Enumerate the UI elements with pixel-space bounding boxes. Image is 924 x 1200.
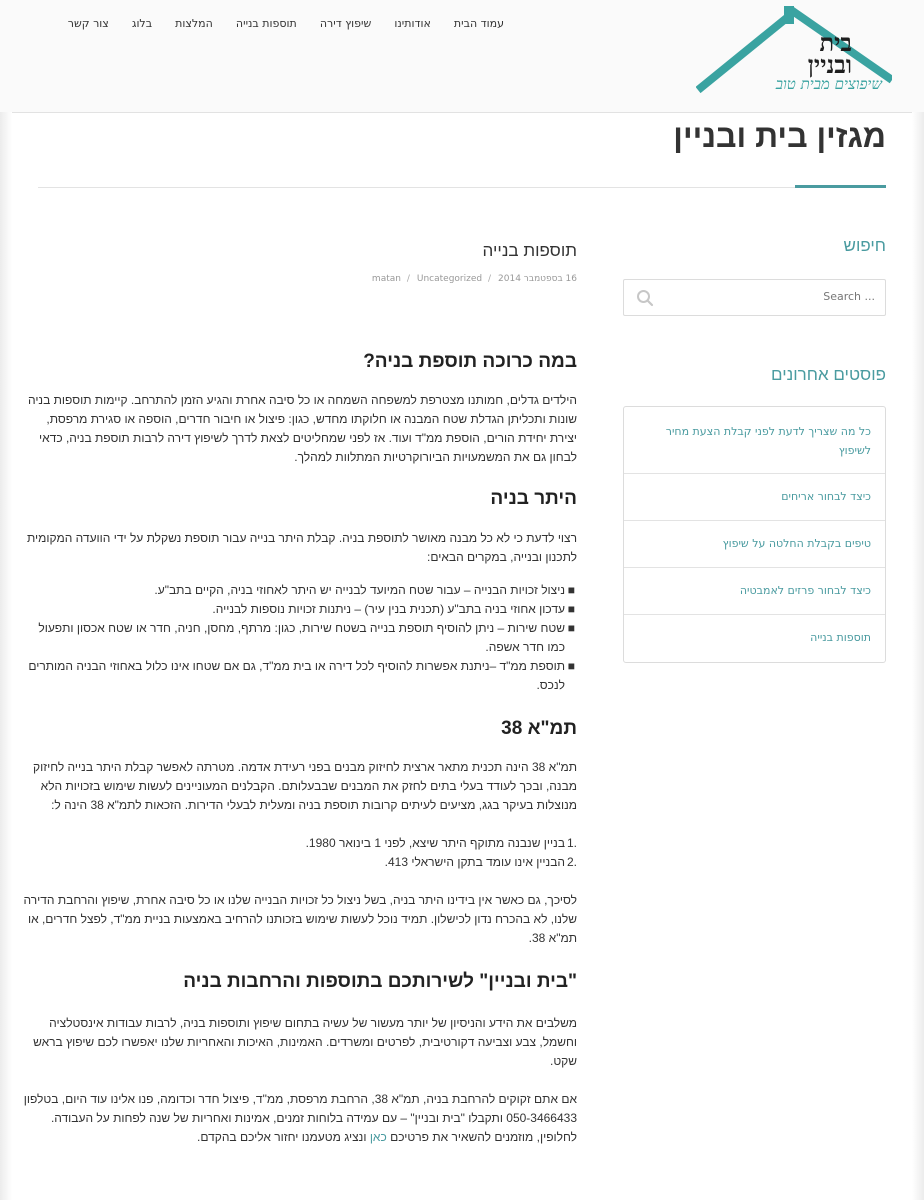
post-date[interactable]: 16 בספטמבר 2014 <box>498 274 577 284</box>
list-item: .2 הבניין אינו עומד בתקן הישראלי 413. <box>384 855 577 869</box>
section-heading-tama38: תמ"א 38 <box>501 718 577 739</box>
nav-about[interactable]: אודותינו <box>394 17 431 30</box>
search-placeholder: Search ... <box>823 290 875 303</box>
list-item <box>624 521 885 568</box>
contact-here-link[interactable]: כאן <box>369 1130 387 1144</box>
section-paragraph-contact: אם אתם זקוקים להרחבת בניה, תמ"א 38, הרחבת מרפסת, ממ"ד, פיצול חדר וכדומה, פנו אלינו עוד היום, בטלפון 050-3466433 ותקבלו "בית ובניין" – עם עמידה בלוחות זמנים, אמינות ואחריות של שנה לפחות על העבודה. לחלופין, מוזמנים להשאיר את פרטיכם כאן ונציג מטעמנו יחזור אליכם בהקדם. <box>23 1092 577 1144</box>
search-input[interactable] <box>623 279 886 316</box>
section-heading-additions: במה כרוכה תוספת בניה? <box>363 351 577 372</box>
site-logo[interactable] <box>696 4 892 96</box>
post-category[interactable]: Uncategorized <box>416 274 483 284</box>
section-summary-tama38: לסיכך, גם כאשר אין בידינו היתר בניה, בשל ניצול כל זכויות הבנייה שלנו או כל סיבה אחרת, שיפוץ והרחבת הדירה שלנו, לא בהכרח נדון לכישלון. תמיד נוכל לעשות שימוש בזכותנו להרחיב באמצעות בניית ממ"ד, לפצל חדרים, או תמ"א 38. <box>23 893 577 945</box>
post-title[interactable]: תוספות בנייה <box>482 241 577 260</box>
nav-contact[interactable]: צור קשר <box>67 17 109 30</box>
recent-post-link[interactable]: כיצד לבחור אריחים <box>781 490 871 503</box>
list-item <box>624 474 885 521</box>
nav-apartment-renovation[interactable]: שיפוץ דירה <box>319 17 372 30</box>
logo-tagline: שיפוצים מבית טוב <box>775 75 882 93</box>
page-shadow-left <box>0 112 12 1200</box>
list-item: .1 בניין שנבנה מתוקף היתר שיצא, לפני 1 בינואר 1980. <box>305 836 577 850</box>
search-widget-heading: חיפוש <box>843 236 886 255</box>
list-item: ■ ניצול זכויות הבנייה – עבור שטח המיועד לבנייה יש היתר לאחוזי בניה, הקיים בתב"ע. <box>154 583 575 597</box>
recent-posts-list <box>623 406 886 663</box>
section-heading-services: "בית ובניין" לשירותכם בתוספות והרחבות בניה <box>183 971 577 992</box>
post-article <box>20 232 577 1147</box>
search-icon <box>636 289 654 307</box>
recent-post-link[interactable]: כל מה שצריך לדעת לפני קבלת הצעת מחיר לשיפוץ <box>665 425 871 457</box>
title-divider <box>38 187 886 188</box>
site-header <box>0 0 924 113</box>
section-paragraph-permit: רצוי לדעת כי לא כל מבנה מאושר לתוספת בניה. קבלת היתר בנייה עבור תוספת נשקלת על ידי הוועדה המקומית לתכנון ובנייה, במקרים הבאים: <box>27 531 577 564</box>
tama38-eligibility-list <box>20 834 577 872</box>
page-title: מגזין בית ובניין <box>673 118 886 154</box>
page-shadow-right <box>912 112 924 1200</box>
permit-cases-list <box>20 581 577 695</box>
title-divider-accent <box>795 185 886 188</box>
list-item <box>624 615 885 661</box>
recent-post-link[interactable]: תוספות בנייה <box>810 631 871 644</box>
recent-post-link[interactable]: טיפים בקבלת החלטה על שיפוץ <box>722 537 871 550</box>
list-item <box>624 407 885 474</box>
section-paragraph-services: משלבים את הידע והניסיון של יותר מעשור של עשיה בתחום שיפוץ ותוספות בניה, לרבות עבודות אינסטלציה וחשמל, צבע וצביעה דקורטיבית, לפרטים ומשרדים. האמינות, האיכות והאחריות שלנו יאפשרו לכם שיפוץ בראש שקט. <box>33 1016 577 1068</box>
nav-blog[interactable]: בלוג <box>131 17 153 30</box>
list-item <box>624 568 885 615</box>
recent-posts-heading: פוסטים אחרונים <box>771 365 886 384</box>
nav-home[interactable]: עמוד הבית <box>453 17 504 30</box>
post-meta: 16 בספטמבר 2014/ Uncategorized/ matan <box>371 274 577 284</box>
logo-line2: ובניין <box>807 50 852 79</box>
nav-building-additions[interactable]: תוספות בנייה <box>235 17 297 30</box>
list-item: ■ עדכון אחוזי בניה בתב"ע (תכנית בנין עיר) – ניתנות זכויות נוספות לבנייה. <box>212 602 575 616</box>
main-nav <box>50 12 504 32</box>
recent-post-link[interactable]: כיצד לבחור פרזים לאמבטיה <box>739 584 871 597</box>
list-item: ■ שטח שירות – ניתן להוסיף תוספת בנייה בשטח שירות, כגון: מרתף, מחסן, חניה, חדר או שטח אכסון ותפעול כמו חדר אשפה. <box>38 621 575 654</box>
nav-recommendations[interactable]: המלצות <box>175 17 213 30</box>
section-heading-permit: היתר בניה <box>490 488 577 509</box>
section-paragraph-additions: הילדים גדלים, חמותנו מצטרפת למשפחה השמחה או כל סיבה אחרת והגיע הזמן להתרחב. קיימות תוספות בניה שונות ותכליתן הגדלת שטח המבנה או חלוקתו מחדש, כגון: פיצול או חיבור חדרים, הוספה או סגירת מרפסת, יצירת יחידת הורים, הוספת ממ"ד ועוד. אז לפני שמחליטים לצאת לדרך לשיפוץ דירה לרבות תוספת בניה, כדאי לבחון גם את המשמעויות הביורוקרטיות המתלוות למהלך. <box>27 393 577 464</box>
post-author[interactable]: matan <box>371 274 401 284</box>
list-item: ■ תוספת ממ"ד –ניתנת אפשרות להוסיף לכל דירה או בית ממ"ד, גם אם שטחו אינו כלול באחוזי הבניה המותרים לנכס. <box>28 659 575 692</box>
logo-line1: בית <box>819 28 852 57</box>
section-paragraph-tama38: תמ"א 38 הינה תכנית מתאר ארצית לחיזוק מבנים בפני רעידת אדמה. מטרתה לאפשר קבלת היתר בנייה לחיזוק מבנה, ובכך לעודד בעלי בתים לחזק את המבנים שבבעלותם. הקבלנים המעוניינים לעשות שימוש בזכויות הלא מנוצלות בעיקר בגג, מציעים לעיתים קרובות תוספת בניה ומעלית לבעלי הדירות. הזכאות לתמ"א 38 הינה ל: <box>33 760 577 812</box>
